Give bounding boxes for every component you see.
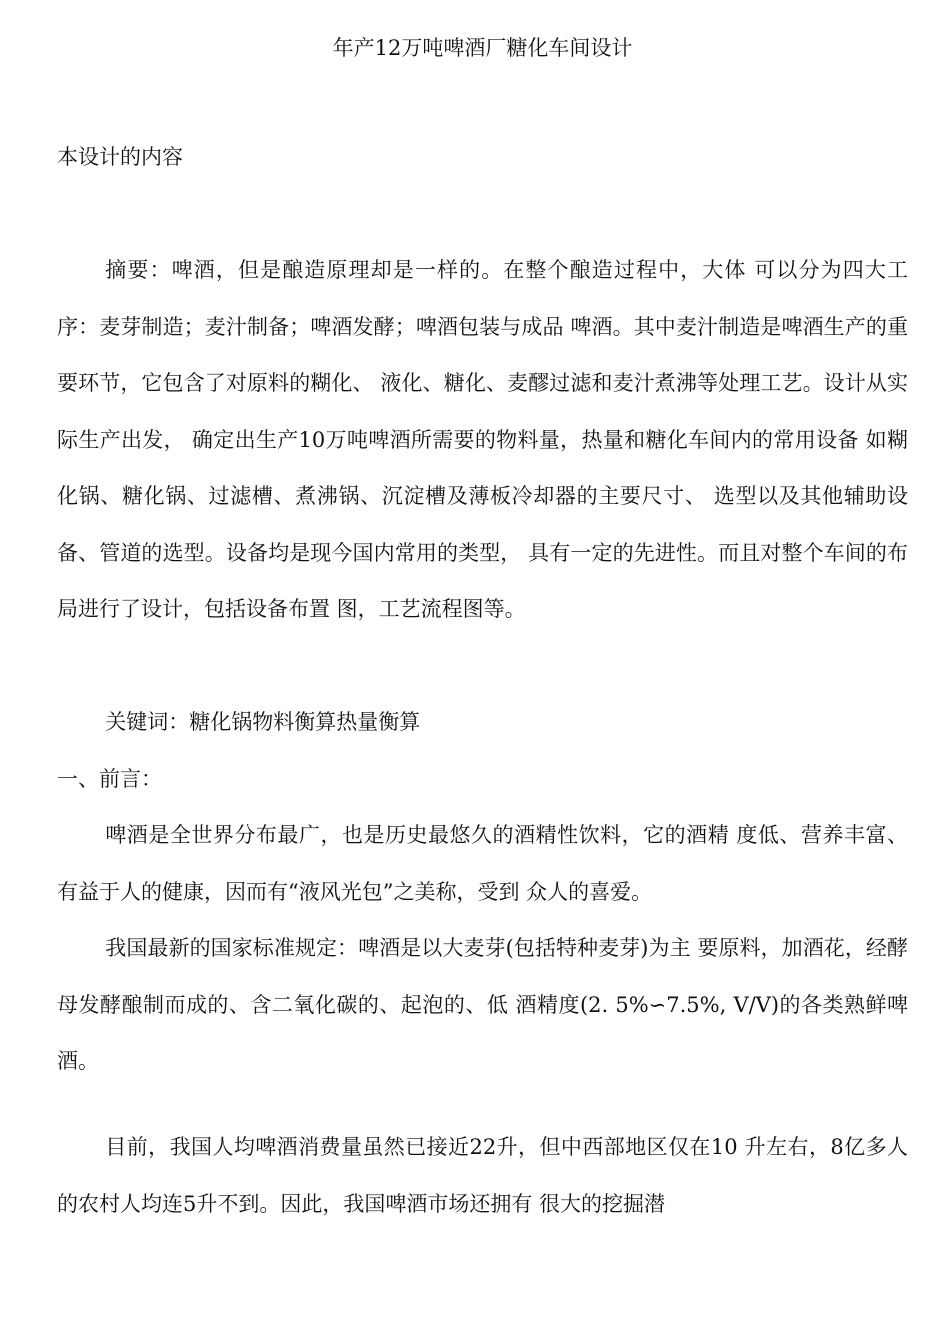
intro-paragraph-1: 啤酒是全世界分布最广，也是历史最悠久的酒精性饮料，它的酒精 度低、营养丰富、有益于人的健康，因而有“液风光包”之美称，受到 众人的喜爱。: [57, 823, 909, 904]
intro-paragraph-2: 我国最新的国家标准规定：啤酒是以大麦芽(包括特种麦芽)为主 要原料，加酒花，经酵母发酵酿制而成的、含二氧化碳的、起泡的、低 酒精度(2. 5%∽7.5%, V/V)的各类熟鲜啤酒。: [57, 936, 908, 1073]
abstract-paragraph: 摘要：啤酒，但是酿造原理却是一样的。在整个酿造过程中，大体 可以分为四大工序：麦芽制造；麦汁制备；啤酒发酵；啤酒包装与成品 啤酒。其中麦汁制造是啤酒生产的重要环节，它包含了对原料的糊化、 液化、糖化、麦醪过滤和麦汁煮沸等处理工艺。设计从实际生产出发， 确定出生产10万吨啤酒所需要的物料量，热量和糖化车间内的常用设备 如糊化锅、糖化锅、过滤槽、煮沸锅、沉淀槽及薄板冷却器的主要尺寸、 选型以及其他辅助设备、管道的选型。设备均是现今国内常用的类型， 具有一定的先进性。而且对整个车间的布局进行了设计，包括设备布置 图，工艺流程图等。: [57, 258, 908, 621]
intro-paragraph-3: 目前，我国人均啤酒消费量虽然已接近22升，但中西部地区仅在10 升左右，8亿多人的农村人均连5升不到。因此，我国啤酒市场还拥有 很大的挖掘潜: [57, 1135, 908, 1216]
keywords-paragraph: 关键词：糖化锅物料衡算热量衡算: [105, 710, 421, 734]
section-heading: 一、前言：: [57, 767, 162, 791]
document-subtitle: 本设计的内容: [57, 145, 183, 169]
document-title: 年产12万吨啤酒厂糖化车间设计: [332, 36, 633, 60]
